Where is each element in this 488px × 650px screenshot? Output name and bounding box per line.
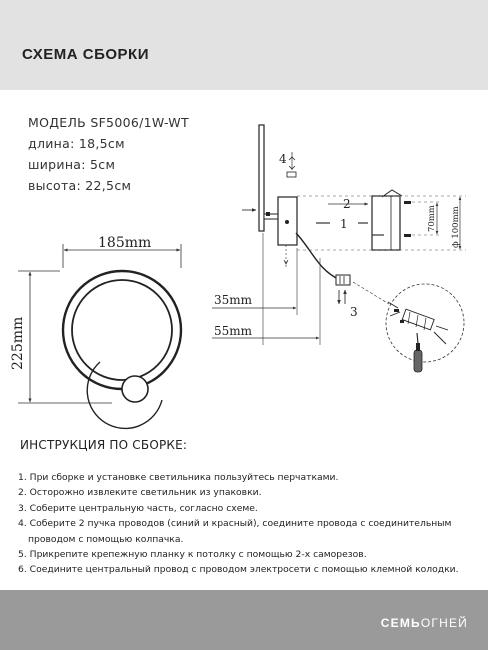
side-view-lamp	[242, 125, 350, 304]
callout-1: 1	[340, 217, 348, 231]
brand-name-light: ОГНЕЙ	[420, 616, 468, 630]
spec-length: длина: 18,5см	[28, 136, 125, 151]
instructions-title: ИНСТРУКЦИЯ ПО СБОРКЕ:	[20, 438, 188, 452]
spec-height: высота: 22,5см	[28, 178, 132, 193]
list-item: 6. Соедините центральный провод с проводом электросети с помощью клемной колодки.	[18, 564, 459, 576]
list-item: 1. При сборке и установке светильника пользуйтесь перчатками.	[18, 472, 339, 483]
callout-4: 4	[279, 152, 287, 166]
wire-connection-detail	[353, 282, 464, 372]
callout-3: 3	[350, 305, 358, 319]
list-item: проводом с помощью колпачка.	[28, 533, 184, 545]
dim-plate-label: 70mm	[427, 205, 437, 232]
mounting-plate	[297, 190, 466, 250]
dim-width-label: 185mm	[98, 235, 152, 251]
dim-depth-inner-label: 35mm	[214, 293, 253, 307]
spec-width: ширина: 5см	[28, 157, 116, 172]
brand-name-bold: СЕМЬ	[380, 616, 421, 630]
list-item: 4. Соберите 2 пучка проводов (синий и красный), соедините провода с соединительным	[18, 518, 452, 530]
header-band	[0, 0, 488, 90]
front-view-lamp	[63, 271, 181, 428]
dim-diameter-label: ф 100mm	[451, 206, 461, 248]
list-item: 3. Соберите центральную часть, согласно схеме.	[18, 502, 258, 514]
brand-logo	[381, 616, 468, 630]
spec-model: МОДЕЛЬ SF5006/1W-WT	[28, 115, 189, 130]
assembly-diagram	[0, 95, 488, 435]
callout-2: 2	[343, 197, 351, 211]
instruction-steps	[18, 470, 478, 578]
dim-height-label: 225mm	[10, 316, 26, 370]
list-item: 5. Прикрепите крепежную планку к потолку с помощью 2-х саморезов.	[18, 549, 367, 561]
list-item: 2. Осторожно извлеките светильник из упаковки.	[18, 487, 262, 499]
footer-band	[0, 590, 488, 650]
dim-depth-outer-label: 55mm	[214, 324, 253, 338]
page-title: СХЕМА СБОРКИ	[22, 46, 149, 63]
